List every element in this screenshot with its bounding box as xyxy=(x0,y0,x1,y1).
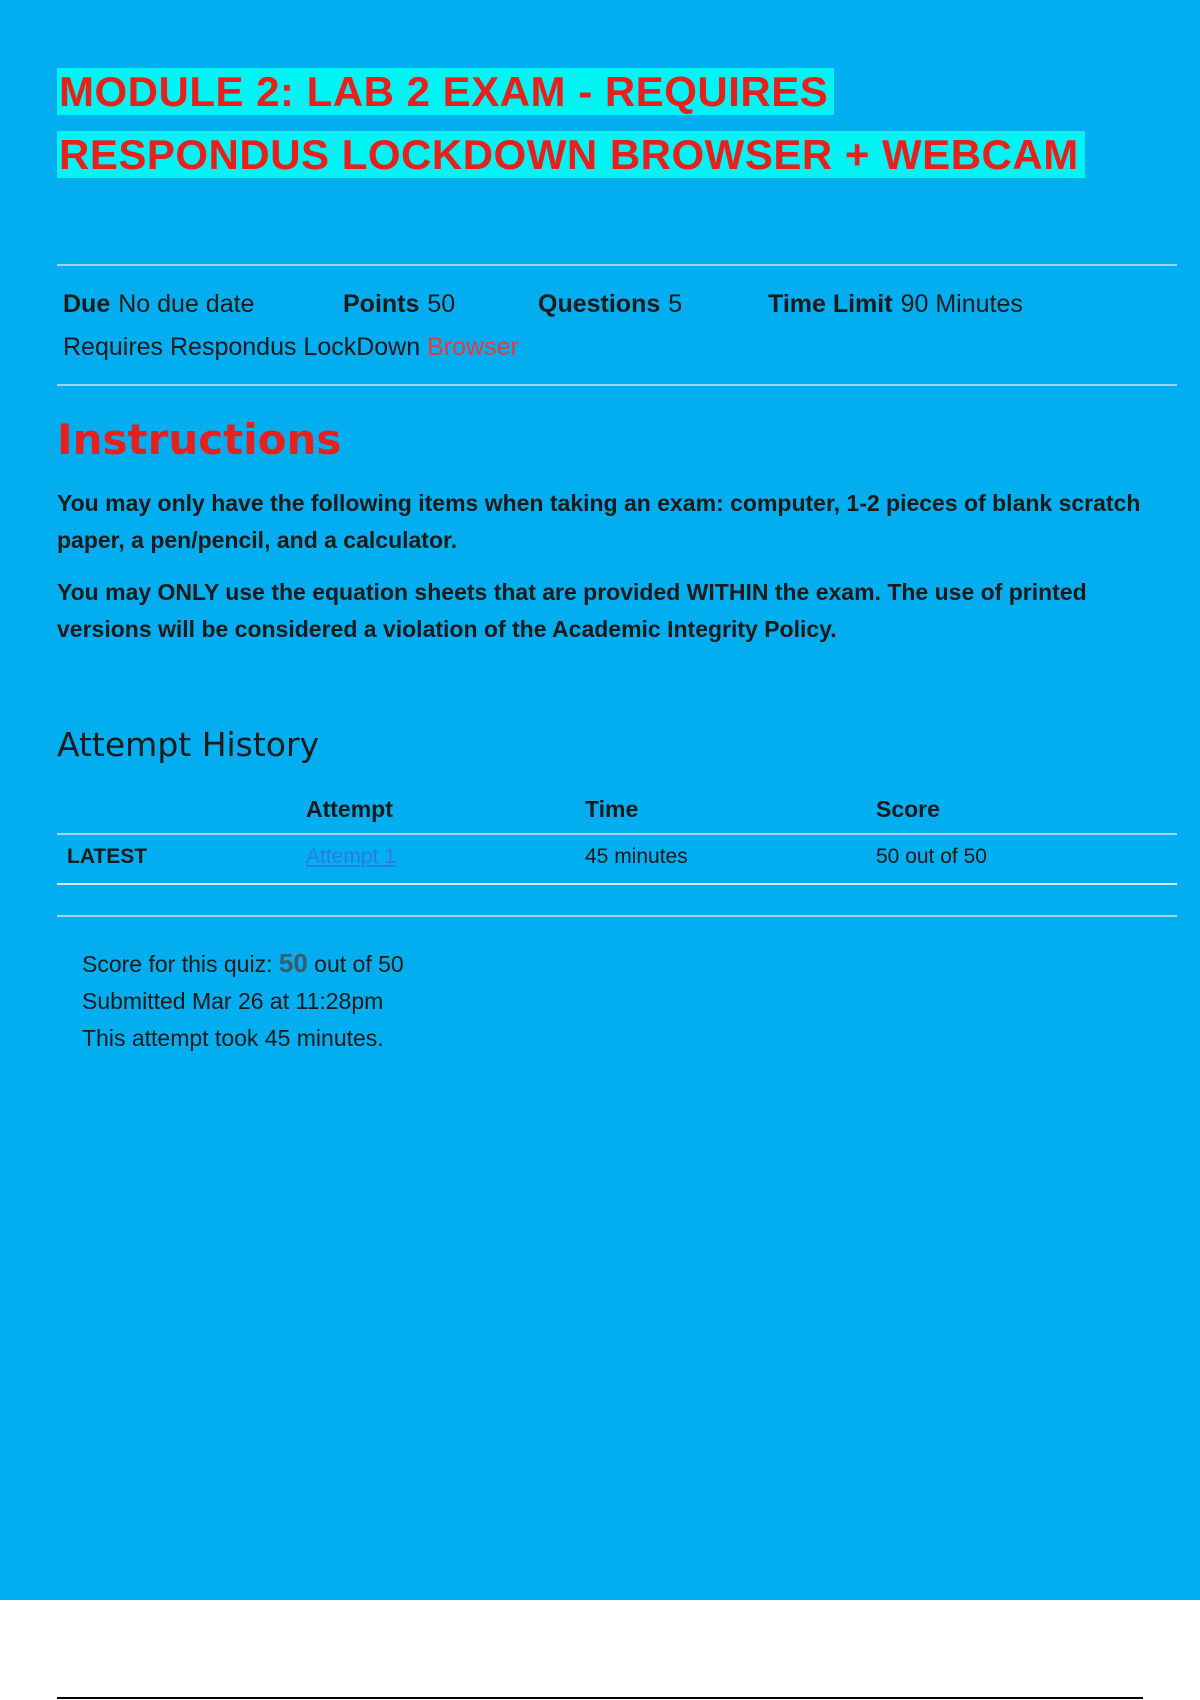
meta-time-limit-label: Time Limit xyxy=(768,290,893,318)
submitted-time: Submitted Mar 26 at 11:28pm xyxy=(82,988,384,1014)
row-time: 45 minutes xyxy=(585,845,688,868)
meta-time-limit-value: 90 Minutes xyxy=(900,290,1023,318)
meta-points xyxy=(343,290,455,319)
attempt-history-heading: Attempt History xyxy=(57,725,320,764)
row-score: 50 out of 50 xyxy=(876,845,987,868)
meta-questions-value: 5 xyxy=(668,290,683,318)
meta-due-value: No due date xyxy=(118,290,255,318)
column-header-score: Score xyxy=(876,796,940,822)
meta-questions xyxy=(538,290,682,319)
row-status-latest: LATEST xyxy=(67,845,148,868)
quiz-score xyxy=(82,948,404,979)
lockdown-requirement-text: Requires Respondus LockDown xyxy=(63,333,421,361)
divider-score xyxy=(57,915,1177,917)
divider-top xyxy=(57,264,1177,266)
page-title xyxy=(57,60,1157,186)
page-title-line-1: MODULE 2: LAB 2 EXAM - REQUIRES xyxy=(57,68,834,115)
meta-time-limit xyxy=(768,290,1023,319)
instructions-paragraph-2: You may ONLY use the equation sheets that are provided WITHIN the exam. The use of printed versions will be considered a violation of the Academic Integrity Policy. xyxy=(57,579,1087,642)
divider-meta xyxy=(57,384,1177,386)
lockdown-requirement xyxy=(63,333,519,362)
quiz-score-value: 50 xyxy=(278,948,308,978)
meta-due-label: Due xyxy=(63,290,111,318)
meta-points-value: 50 xyxy=(427,290,456,318)
lockdown-browser-link[interactable]: Browser xyxy=(427,333,519,361)
instructions-heading: Instructions xyxy=(57,415,342,464)
quiz-score-suffix: out of 50 xyxy=(314,951,404,977)
table-bottom-divider xyxy=(57,883,1177,885)
page-title-line-2: RESPONDUS LOCKDOWN BROWSER + WEBCAM xyxy=(57,131,1085,178)
instructions-paragraph-1: You may only have the following items when taking an exam: computer, 1-2 pieces of blank scratch paper, a pen/pencil, and a calculator. xyxy=(57,490,1141,553)
attempt-duration: This attempt took 45 minutes. xyxy=(82,1025,384,1051)
meta-questions-label: Questions xyxy=(538,290,661,318)
quiz-score-prefix: Score for this quiz: xyxy=(82,951,273,977)
meta-due xyxy=(63,290,254,319)
footer-rule xyxy=(57,1697,1143,1699)
attempt-1-link[interactable]: Attempt 1 xyxy=(306,845,396,868)
table-header-divider xyxy=(57,833,1177,835)
meta-points-label: Points xyxy=(343,290,420,318)
column-header-time: Time xyxy=(585,796,639,822)
column-header-attempt: Attempt xyxy=(306,796,393,822)
